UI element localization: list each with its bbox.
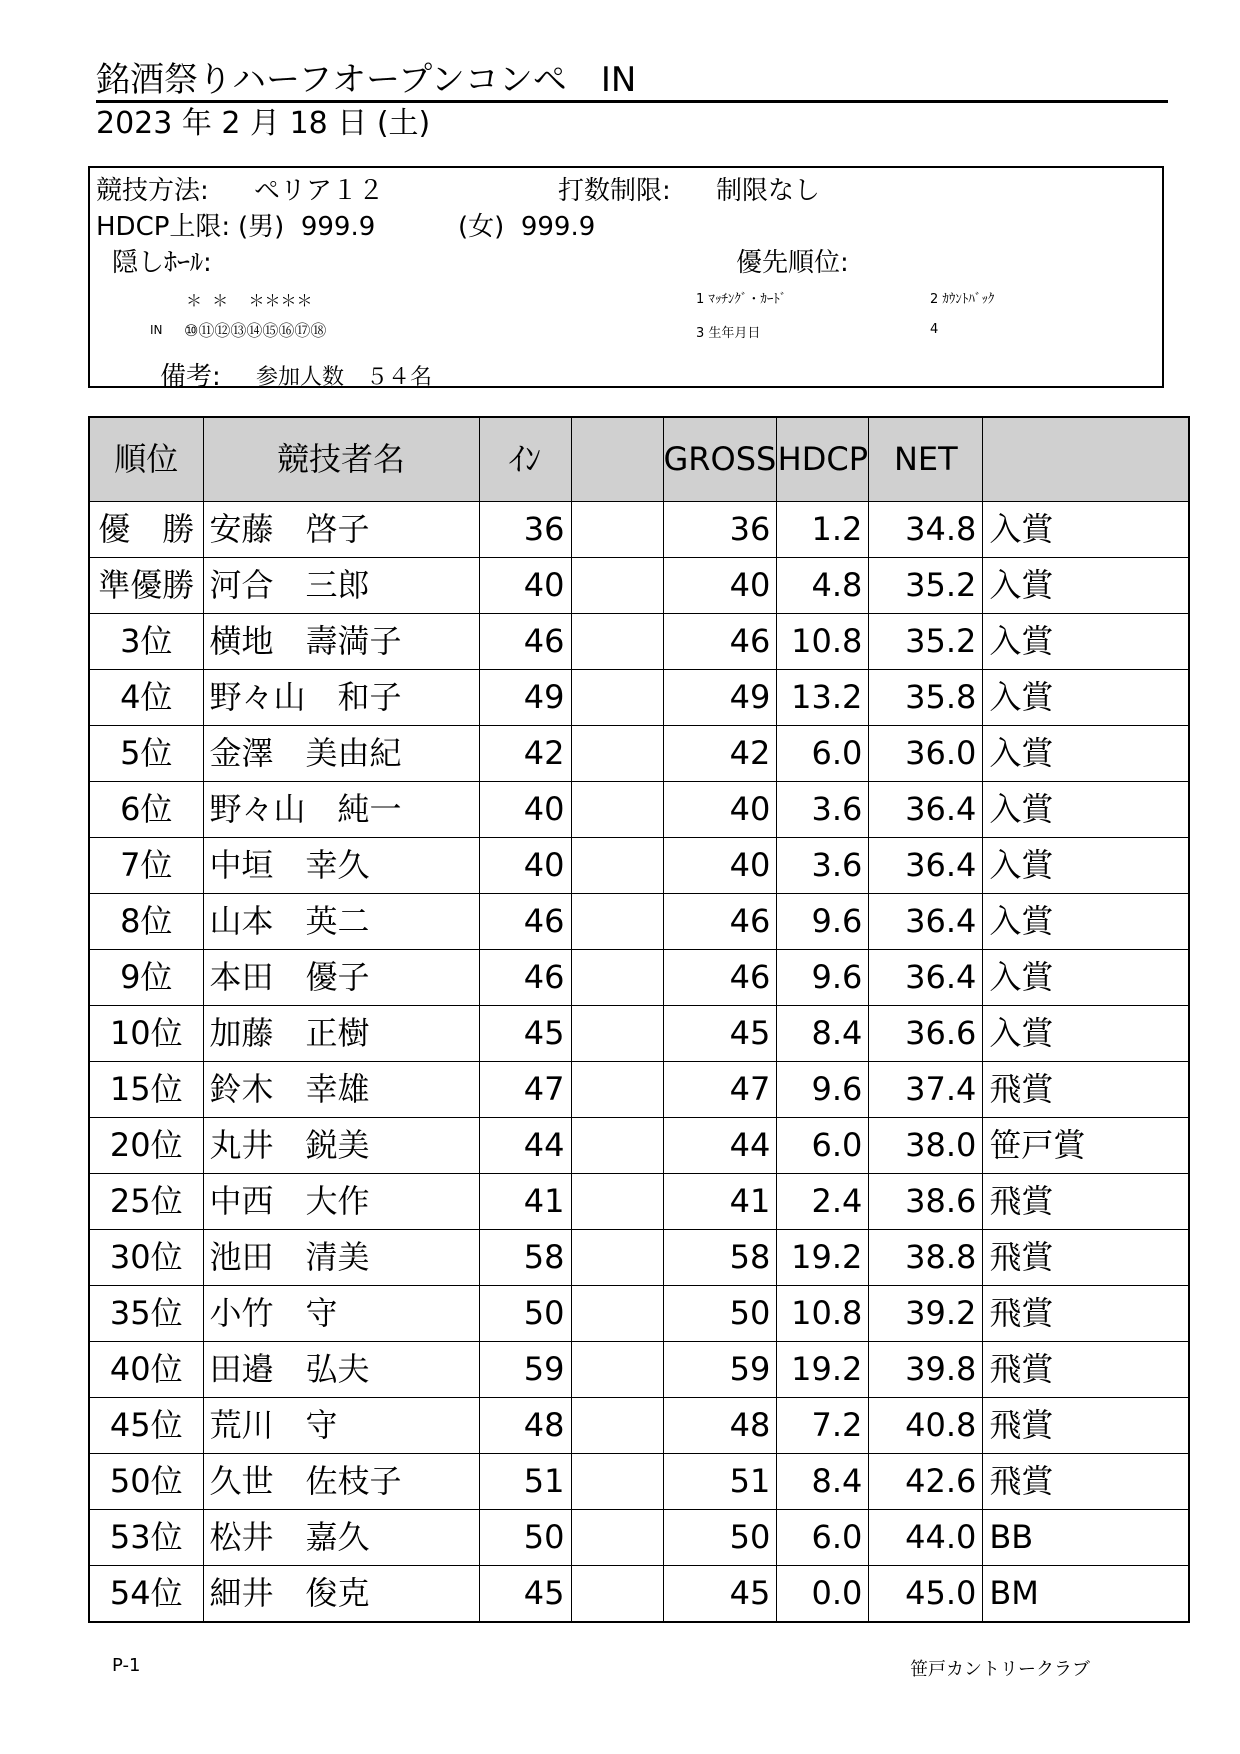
cell-prize: 入賞 [983,838,1189,894]
cell-in: 50 [479,1510,571,1566]
cell-blank [571,782,663,838]
table-row [89,1062,1189,1118]
cell-blank [571,894,663,950]
cell-net: 39.8 [869,1342,983,1398]
cell-name: 久世 佐枝子 [203,1454,479,1510]
cell-net: 42.6 [869,1454,983,1510]
cell-prize: 入賞 [983,894,1189,950]
cell-gross: 40 [663,838,777,894]
cell-prize: 入賞 [983,502,1189,558]
cell-blank [571,670,663,726]
cell-net: 36.6 [869,1006,983,1062]
cell-name: 中西 大作 [203,1174,479,1230]
cell-in: 58 [479,1230,571,1286]
table-row [89,1230,1189,1286]
cell-hdcp: 6.0 [777,1510,869,1566]
table-row [89,1454,1189,1510]
cell-hdcp: 4.8 [777,558,869,614]
event-date: 2023 年 2 月 18 日 (土) [96,106,431,141]
hdcp-label: HDCP上限: [96,212,231,242]
page-number: P-1 [112,1655,141,1676]
cell-prize: 入賞 [983,950,1189,1006]
cell-in: 47 [479,1062,571,1118]
cell-blank [571,1286,663,1342]
method-label: 競技方法: [96,176,209,206]
cell-net: 45.0 [869,1566,983,1623]
cell-gross: 41 [663,1174,777,1230]
cell-hdcp: 6.0 [777,1118,869,1174]
cell-prize: 飛賞 [983,1398,1189,1454]
cell-prize: 入賞 [983,782,1189,838]
cell-blank [571,502,663,558]
cell-name: 池田 清美 [203,1230,479,1286]
header-in: ｲﾝ [479,417,571,502]
cell-gross: 45 [663,1566,777,1623]
cell-net: 44.0 [869,1510,983,1566]
cell-name: 鈴木 幸雄 [203,1062,479,1118]
header-prize [983,417,1189,502]
cell-rank: 7位 [89,838,203,894]
table-row [89,558,1189,614]
cell-name: 河合 三郎 [203,558,479,614]
cell-prize: 飛賞 [983,1174,1189,1230]
cell-hdcp: 7.2 [777,1398,869,1454]
cell-in: 46 [479,950,571,1006]
cell-net: 36.4 [869,782,983,838]
cell-rank: 50位 [89,1454,203,1510]
cell-in: 51 [479,1454,571,1510]
priority-3: 3 生年月日 [696,326,761,341]
limit-label: 打数制限: [558,176,671,206]
cell-gross: 49 [663,670,777,726]
cell-rank: 35位 [89,1286,203,1342]
limit-value: 制限なし [716,176,821,206]
header-blank [571,417,663,502]
cell-blank [571,726,663,782]
table-row [89,1118,1189,1174]
cell-in: 49 [479,670,571,726]
cell-blank [571,1510,663,1566]
header-name: 競技者名 [203,417,479,502]
cell-in: 46 [479,894,571,950]
cell-rank: 54位 [89,1566,203,1623]
cell-rank: 20位 [89,1118,203,1174]
cell-in: 48 [479,1398,571,1454]
table-row [89,1342,1189,1398]
header-net: NET [869,417,983,502]
cell-in: 42 [479,726,571,782]
priority-4: 4 [930,322,939,337]
cell-rank: 25位 [89,1174,203,1230]
cell-in: 45 [479,1566,571,1623]
cell-name: 野々山 純一 [203,782,479,838]
cell-in: 36 [479,502,571,558]
club-name: 笹戸カントリークラブ [910,1659,1090,1680]
cell-blank [571,1454,663,1510]
hidden-hole-label: 隠しﾎｰﾙ: [112,248,212,278]
cell-name: 小竹 守 [203,1286,479,1342]
hole-numbers: ⑩⑪⑫⑬⑭⑮⑯⑰⑱ [184,321,327,340]
cell-rank: 準優勝 [89,558,203,614]
cell-hdcp: 6.0 [777,726,869,782]
cell-hdcp: 9.6 [777,950,869,1006]
table-row [89,502,1189,558]
method-value: ペリア１２ [254,176,385,206]
cell-hdcp: 3.6 [777,838,869,894]
cell-gross: 51 [663,1454,777,1510]
cell-in: 40 [479,782,571,838]
cell-net: 40.8 [869,1398,983,1454]
cell-name: 野々山 和子 [203,670,479,726]
table-row [89,614,1189,670]
cell-prize: 飛賞 [983,1342,1189,1398]
cell-prize: 飛賞 [983,1454,1189,1510]
cell-gross: 58 [663,1230,777,1286]
header-rank: 順位 [89,417,203,502]
cell-prize: 入賞 [983,726,1189,782]
cell-blank [571,558,663,614]
cell-gross: 47 [663,1062,777,1118]
cell-name: 細井 俊克 [203,1566,479,1623]
cell-blank [571,1398,663,1454]
cell-blank [571,1062,663,1118]
table-header-row [89,417,1189,502]
competition-info-box [88,166,1164,392]
cell-gross: 42 [663,726,777,782]
cell-prize: 入賞 [983,1006,1189,1062]
header-gross: GROSS [663,417,777,502]
cell-hdcp: 0.0 [777,1566,869,1623]
cell-blank [571,838,663,894]
cell-rank: 5位 [89,726,203,782]
cell-name: 加藤 正樹 [203,1006,479,1062]
table-row [89,670,1189,726]
cell-in: 59 [479,1342,571,1398]
cell-blank [571,1174,663,1230]
hdcp-male: (男) 999.9 [238,212,376,242]
cell-prize: 入賞 [983,670,1189,726]
table-row [89,1398,1189,1454]
table-row [89,1174,1189,1230]
cell-hdcp: 19.2 [777,1230,869,1286]
note-value: 参加人数 ５４名 [256,365,433,390]
table-row [89,1510,1189,1566]
note-label: 備考: [160,362,221,392]
cell-name: 中垣 幸久 [203,838,479,894]
cell-hdcp: 2.4 [777,1174,869,1230]
cell-rank: 53位 [89,1510,203,1566]
cell-gross: 59 [663,1342,777,1398]
cell-blank [571,1006,663,1062]
table-row [89,894,1189,950]
cell-prize: 入賞 [983,558,1189,614]
cell-in: 40 [479,838,571,894]
cell-net: 36.0 [869,726,983,782]
cell-prize: 飛賞 [983,1230,1189,1286]
cell-rank: 優 勝 [89,502,203,558]
cell-net: 35.2 [869,558,983,614]
hdcp-female: (女) 999.9 [458,212,596,242]
cell-in: 45 [479,1006,571,1062]
cell-name: 横地 壽満子 [203,614,479,670]
cell-rank: 8位 [89,894,203,950]
cell-in: 46 [479,614,571,670]
cell-gross: 46 [663,950,777,1006]
cell-in: 50 [479,1286,571,1342]
cell-gross: 46 [663,614,777,670]
cell-prize: 飛賞 [983,1286,1189,1342]
priority-1: 1 ﾏｯﾁﾝｸﾞ・ｶｰﾄﾞ [696,292,787,307]
table-row [89,782,1189,838]
cell-gross: 50 [663,1510,777,1566]
cell-in: 44 [479,1118,571,1174]
in-course-label: IN [150,323,163,337]
cell-in: 41 [479,1174,571,1230]
cell-hdcp: 8.4 [777,1454,869,1510]
cell-hdcp: 3.6 [777,782,869,838]
cell-prize: 笹戸賞 [983,1118,1189,1174]
cell-blank [571,1230,663,1286]
cell-rank: 6位 [89,782,203,838]
table-row [89,838,1189,894]
cell-rank: 45位 [89,1398,203,1454]
cell-gross: 46 [663,894,777,950]
cell-blank [571,614,663,670]
cell-net: 37.4 [869,1062,983,1118]
cell-name: 丸井 鋭美 [203,1118,479,1174]
cell-name: 安藤 啓子 [203,502,479,558]
cell-net: 35.2 [869,614,983,670]
cell-blank [571,950,663,1006]
cell-blank [571,1118,663,1174]
cell-name: 金澤 美由紀 [203,726,479,782]
table-row [89,726,1189,782]
cell-gross: 44 [663,1118,777,1174]
cell-net: 36.4 [869,950,983,1006]
cell-net: 34.8 [869,502,983,558]
cell-net: 38.8 [869,1230,983,1286]
table-row [89,1566,1189,1623]
cell-hdcp: 8.4 [777,1006,869,1062]
cell-hdcp: 9.6 [777,894,869,950]
priority-label: 優先順位: [736,248,849,278]
cell-hdcp: 1.2 [777,502,869,558]
cell-net: 35.8 [869,670,983,726]
results-table [88,416,1190,1623]
cell-gross: 40 [663,558,777,614]
cell-hdcp: 13.2 [777,670,869,726]
table-row [89,1286,1189,1342]
cell-name: 松井 嘉久 [203,1510,479,1566]
priority-2: 2 ｶｳﾝﾄﾊﾞｯｸ [930,292,995,307]
cell-net: 38.6 [869,1174,983,1230]
cell-blank [571,1566,663,1623]
cell-rank: 30位 [89,1230,203,1286]
hidden-hole-stars: ＊ ＊ ＊＊＊＊ [186,291,313,310]
cell-hdcp: 10.8 [777,614,869,670]
cell-rank: 9位 [89,950,203,1006]
cell-hdcp: 10.8 [777,1286,869,1342]
cell-gross: 36 [663,502,777,558]
cell-net: 36.4 [869,838,983,894]
document-title: 銘酒祭りハーフオープンコンペ IN [96,60,1168,103]
cell-name: 田邉 弘夫 [203,1342,479,1398]
cell-in: 40 [479,558,571,614]
cell-prize: 飛賞 [983,1062,1189,1118]
cell-gross: 48 [663,1398,777,1454]
table-row [89,1006,1189,1062]
cell-gross: 45 [663,1006,777,1062]
cell-hdcp: 19.2 [777,1342,869,1398]
cell-rank: 4位 [89,670,203,726]
cell-rank: 15位 [89,1062,203,1118]
header-hdcp: HDCP [777,417,869,502]
cell-name: 本田 優子 [203,950,479,1006]
cell-prize: BB [983,1510,1189,1566]
cell-hdcp: 9.6 [777,1062,869,1118]
cell-net: 36.4 [869,894,983,950]
cell-blank [571,1342,663,1398]
cell-net: 38.0 [869,1118,983,1174]
cell-rank: 3位 [89,614,203,670]
cell-prize: 入賞 [983,614,1189,670]
cell-name: 荒川 守 [203,1398,479,1454]
cell-rank: 10位 [89,1006,203,1062]
cell-gross: 40 [663,782,777,838]
cell-name: 山本 英二 [203,894,479,950]
cell-gross: 50 [663,1286,777,1342]
cell-rank: 40位 [89,1342,203,1398]
table-row [89,950,1189,1006]
cell-prize: BM [983,1566,1189,1623]
cell-net: 39.2 [869,1286,983,1342]
